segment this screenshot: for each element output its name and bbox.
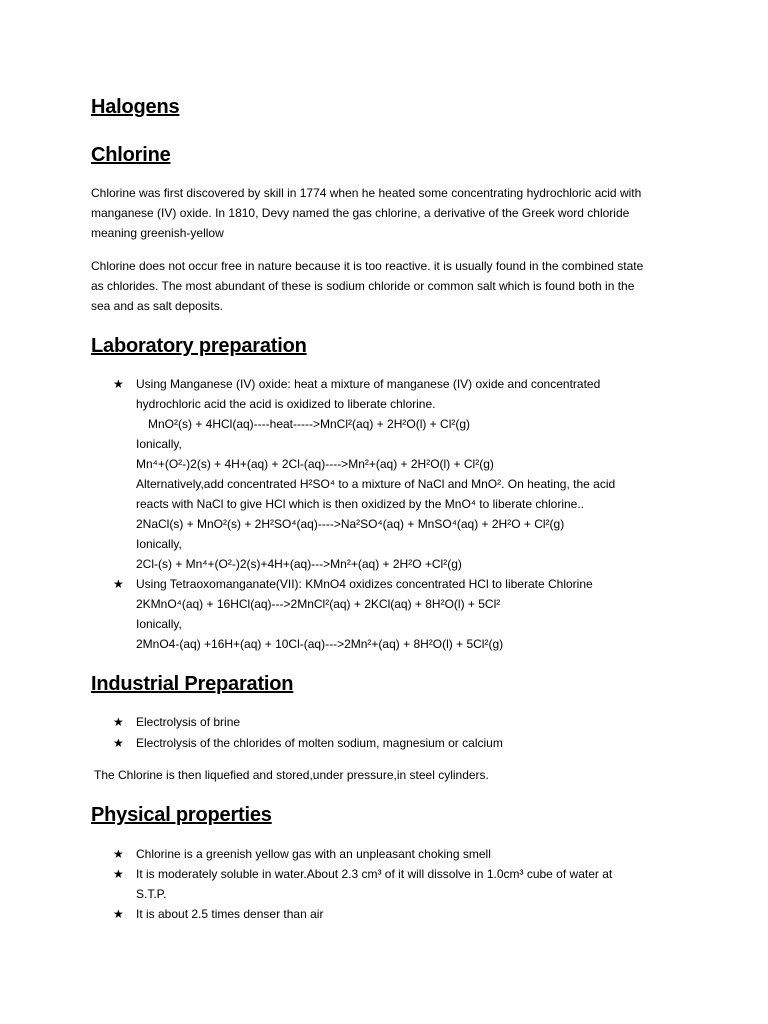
section-heading-chlorine: Chlorine (91, 144, 171, 166)
lab-bullet-2: Using Tetraoxomanganate(VII): KMnO4 oxidizes concentrated HCl to liberate Chlorine (136, 577, 593, 591)
section-heading-laboratory-preparation: Laboratory preparation (91, 335, 307, 357)
paragraph-line: Chlorine does not occur free in nature because it is too reactive. it is usually found in the combined state (91, 259, 644, 273)
equation-1: MnO²(s) + 4HCl(aq)----heat----->MnCl²(aq) + 2H²O(l) + Cl²(g) (148, 417, 471, 431)
equation-3: 2NaCl(s) + MnO²(s) + 2H²SO⁴(aq)---->Na²SO⁴(aq) + MnSO⁴(aq) + 2H²O + Cl²(g) (136, 517, 565, 531)
star-icon: ★ (113, 907, 124, 921)
chlorine-paragraph-2 (91, 256, 691, 316)
star-icon: ★ (113, 867, 124, 881)
paragraph-line: manganese (IV) oxide. In 1810, Devy named the gas chlorine, a derivative of the Greek word chloride (91, 206, 630, 220)
star-icon: ★ (113, 577, 124, 591)
star-icon: ★ (113, 377, 124, 391)
physical-item-2: It is moderately soluble in water.About 2.3 cm³ of it will dissolve in 1.0cm³ cube of water at (136, 867, 613, 881)
lab-bullet-1-line-1: Using Manganese (IV) oxide: heat a mixture of manganese (IV) oxide and concentrated (136, 377, 601, 391)
document-title: Halogens (91, 96, 180, 118)
equation-4: 2Cl-(s) + Mn⁴+(O²-)2(s)+4H+(aq)--->Mn²+(aq) + 2H²O +Cl²(g) (136, 557, 462, 571)
section-heading-industrial-preparation: Industrial Preparation (91, 673, 294, 695)
ionically-label-2: Ionically, (136, 537, 182, 551)
alternative-line-2: reacts with NaCl to give HCl which is then oxidized by the MnO⁴ to liberate chlorine.. (136, 497, 585, 511)
paragraph-line: Chlorine was first discovered by skill in 1774 when he heated some concentrating hydrochloric acid with (91, 186, 642, 200)
lab-bullet-1-line-2: hydrochloric acid the acid is oxidized to liberate chlorine. (136, 397, 436, 411)
equation-6: 2MnO4-(aq) +16H+(aq) + 10Cl-(aq)--->2Mn²+(aq) + 8H²O(l) + 5Cl²(g) (136, 637, 504, 651)
industrial-item-1: Electrolysis of brine (136, 715, 241, 729)
physical-item-3: It is about 2.5 times denser than air (136, 907, 324, 921)
star-icon: ★ (113, 715, 124, 729)
equation-5: 2KMnO⁴(aq) + 16HCl(aq)--->2MnCl²(aq) + 2KCl(aq) + 8H²O(l) + 5Cl² (136, 597, 501, 611)
equation-2: Mn⁴+(O²-)2(s) + 4H+(aq) + 2Cl-(aq)---->Mn²+(aq) + 2H²O(l) + Cl²(g) (136, 457, 494, 471)
industrial-note: The Chlorine is then liquefied and stored,under pressure,in steel cylinders. (94, 768, 489, 782)
paragraph-line: meaning greenish-yellow (91, 226, 224, 240)
star-icon: ★ (113, 736, 124, 750)
section-heading-physical-properties: Physical properties (91, 804, 272, 826)
industrial-item-2: Electrolysis of the chlorides of molten sodium, magnesium or calcium (136, 736, 503, 750)
ionically-label-3: Ionically, (136, 617, 182, 631)
ionically-label-1: Ionically, (136, 437, 182, 451)
chlorine-paragraph-1 (91, 183, 691, 243)
physical-item-1: Chlorine is a greenish yellow gas with an unpleasant choking smell (136, 847, 491, 861)
paragraph-line: as chlorides. The most abundant of these is sodium chloride or common salt which is found both in the (91, 279, 635, 293)
paragraph-line: sea and as salt deposits. (91, 299, 224, 313)
star-icon: ★ (113, 847, 124, 861)
physical-item-2-continued: S.T.P. (136, 887, 167, 901)
alternative-line-1: Alternatively,add concentrated H²SO⁴ to a mixture of NaCl and MnO². On heating, the acid (136, 477, 616, 491)
